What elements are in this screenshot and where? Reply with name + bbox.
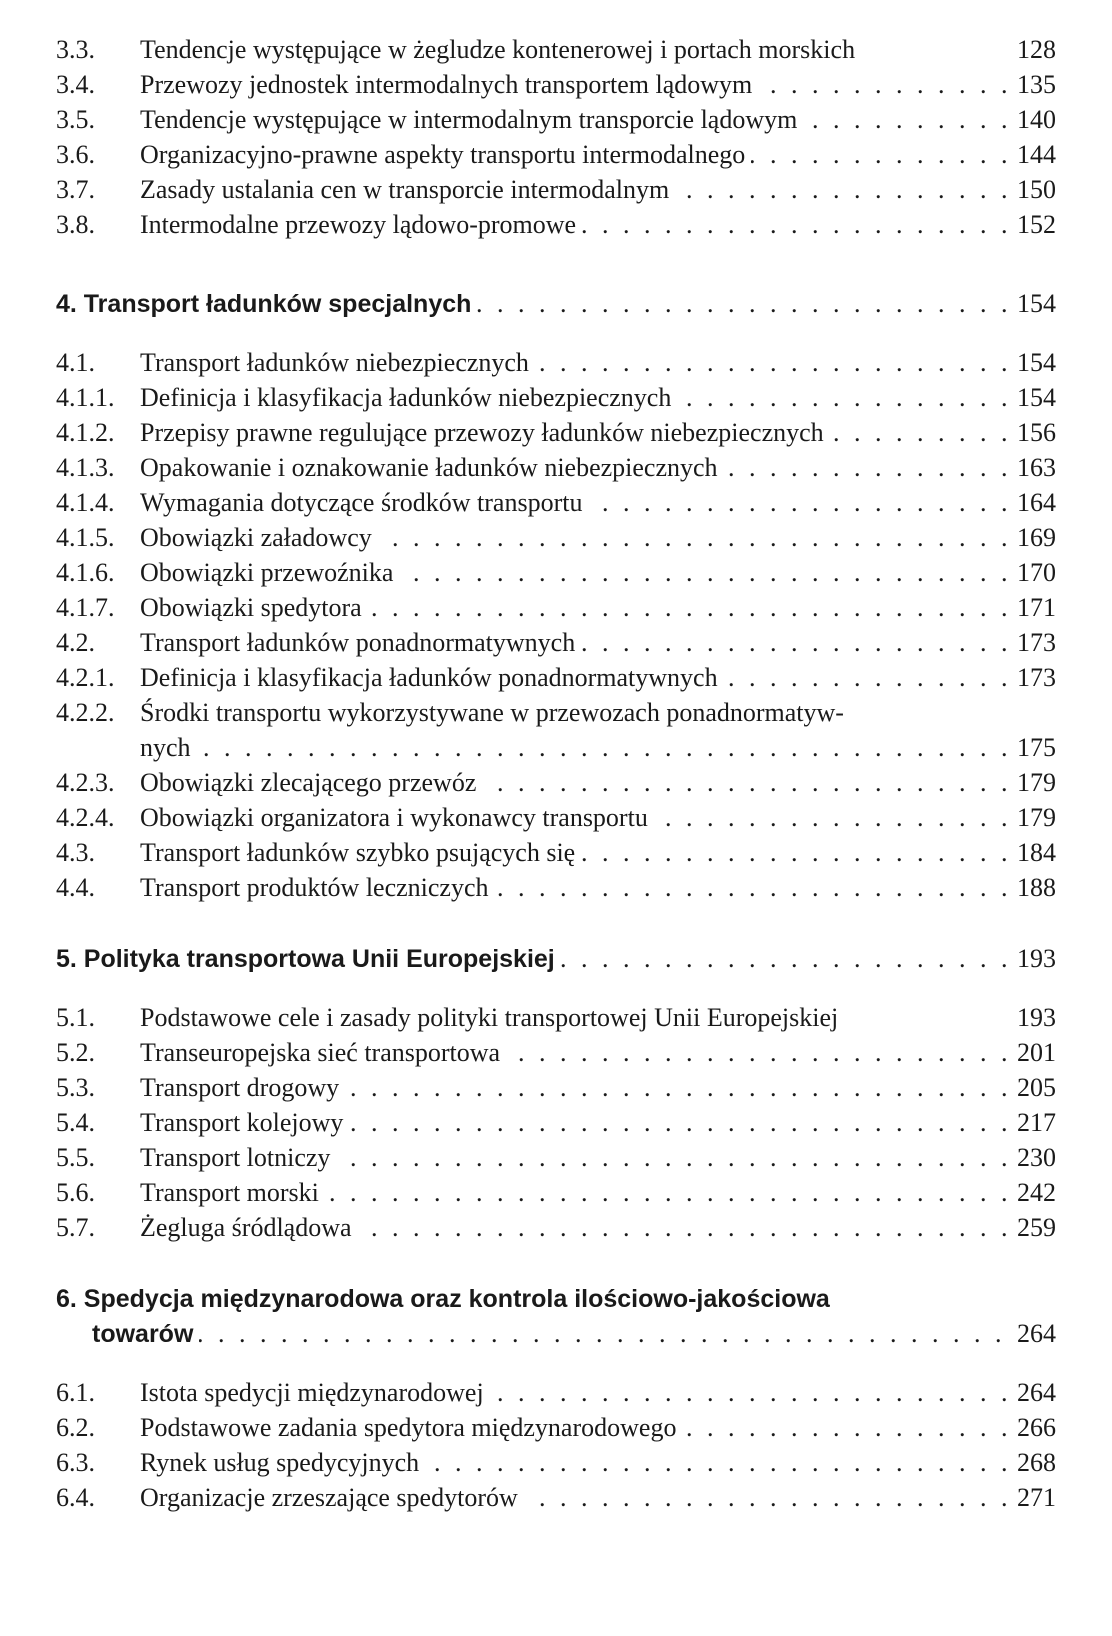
toc-entry xyxy=(0,1000,1112,1036)
toc-entry xyxy=(0,345,1112,381)
entry-number: 5.4. xyxy=(56,1108,95,1137)
entry-page: 163 xyxy=(1017,453,1056,482)
chapter-heading xyxy=(0,285,1112,323)
entry-number: 4.1.5. xyxy=(56,523,115,552)
entry-page: 154 xyxy=(1017,383,1056,412)
toc-entry xyxy=(0,870,1112,906)
entry-title: Organizacyjno-prawne aspekty transportu intermodalnego . . . xyxy=(140,137,1012,173)
entry-title: Transport produktów leczniczych . . . xyxy=(140,870,1012,906)
entry-page: 188 xyxy=(1017,873,1056,902)
entry-title: Obowiązki organizatora i wykonawcy transportu . . . xyxy=(140,800,1012,836)
entry-title-continuation: nych . . . xyxy=(140,730,1012,766)
toc-entry xyxy=(0,765,1112,801)
chapter-page: 264 xyxy=(1017,1319,1056,1348)
entry-page: 259 xyxy=(1017,1213,1056,1242)
entry-title: Definicja i klasyfikacja ładunków ponadnormatywnych . . . xyxy=(140,660,1012,696)
toc-entry xyxy=(0,415,1112,451)
entry-number: 3.4. xyxy=(56,70,95,99)
entry-page: 164 xyxy=(1017,488,1056,517)
toc-entry xyxy=(0,485,1112,521)
entry-title: Podstawowe cele i zasady polityki transportowej Unii Europejskiej xyxy=(140,1000,1012,1036)
entry-title: Żegluga śródlądowa . . . xyxy=(140,1210,1012,1246)
entry-number: 4.4. xyxy=(56,873,95,902)
entry-number: 5.6. xyxy=(56,1178,95,1207)
entry-title: Rynek usług spedycyjnych . . . xyxy=(140,1445,1012,1481)
entry-title: Przewozy jednostek intermodalnych transportem lądowym . . . xyxy=(140,67,1012,103)
toc-entry xyxy=(0,102,1112,138)
entry-number: 6.2. xyxy=(56,1413,95,1442)
toc-entry xyxy=(0,1410,1112,1446)
entry-page: 169 xyxy=(1017,523,1056,552)
entry-number: 5.5. xyxy=(56,1143,95,1172)
entry-title: Przepisy prawne regulujące przewozy ładunków niebezpiecznych . . . xyxy=(140,415,1012,451)
toc-entry xyxy=(0,1140,1112,1176)
entry-number: 4.3. xyxy=(56,838,95,867)
entry-title: Zasady ustalania cen w transporcie intermodalnym . . . xyxy=(140,172,1012,208)
toc-entry xyxy=(0,1105,1112,1141)
entry-title: Środki transportu wykorzystywane w przewozach ponadnormatyw- xyxy=(140,695,1012,731)
toc-entry xyxy=(0,1175,1112,1211)
entry-page: 128 xyxy=(1017,35,1056,64)
entry-page: 175 xyxy=(1017,733,1056,762)
chapter-heading xyxy=(0,940,1112,978)
chapter-title: 5. Polityka transportowa Unii Europejskiej . . . xyxy=(56,940,1012,978)
chapter-page: 154 xyxy=(1017,289,1056,318)
entry-page: 205 xyxy=(1017,1073,1056,1102)
entry-title: Transport morski . . . xyxy=(140,1175,1012,1211)
toc-entry xyxy=(0,380,1112,416)
entry-title: Transport ładunków niebezpiecznych . . . xyxy=(140,345,1012,381)
entry-number: 5.2. xyxy=(56,1038,95,1067)
entry-number: 3.5. xyxy=(56,105,95,134)
entry-number: 5.3. xyxy=(56,1073,95,1102)
entry-title: Istota spedycji międzynarodowej . . . xyxy=(140,1375,1012,1411)
entry-number: 6.3. xyxy=(56,1448,95,1477)
entry-title: Wymagania dotyczące środków transportu . . . xyxy=(140,485,1012,521)
entry-page: 242 xyxy=(1017,1178,1056,1207)
toc-entry xyxy=(0,625,1112,661)
entry-number: 4.1.3. xyxy=(56,453,115,482)
entry-page: 152 xyxy=(1017,210,1056,239)
entry-number: 4.2.1. xyxy=(56,663,115,692)
toc-entry xyxy=(0,835,1112,871)
entry-page: 154 xyxy=(1017,348,1056,377)
entry-page: 201 xyxy=(1017,1038,1056,1067)
toc-entry xyxy=(0,172,1112,208)
entry-number: 6.1. xyxy=(56,1378,95,1407)
entry-title: Transeuropejska sieć transportowa . . . xyxy=(140,1035,1012,1071)
entry-page: 193 xyxy=(1017,1003,1056,1032)
entry-page: 173 xyxy=(1017,663,1056,692)
entry-page: 171 xyxy=(1017,593,1056,622)
toc-entry xyxy=(0,520,1112,556)
entry-title: Intermodalne przewozy lądowo-promowe . . . xyxy=(140,207,1012,243)
entry-title: Transport ładunków szybko psujących się . . . xyxy=(140,835,1012,871)
toc-entry xyxy=(0,32,1112,68)
entry-title: Definicja i klasyfikacja ładunków niebezpiecznych . . . xyxy=(140,380,1012,416)
entry-number: 4.1.1. xyxy=(56,383,115,412)
entry-title: Obowiązki zlecającego przewóz . . . xyxy=(140,765,1012,801)
entry-title: Tendencje występujące w intermodalnym transporcie lądowym . . . xyxy=(140,102,1012,138)
entry-number: 4.1. xyxy=(56,348,95,377)
entry-page: 140 xyxy=(1017,105,1056,134)
toc-entry xyxy=(0,1035,1112,1071)
entry-number: 4.1.6. xyxy=(56,558,115,587)
chapter-page: 193 xyxy=(1017,944,1056,973)
entry-title: Obowiązki spedytora . . . xyxy=(140,590,1012,626)
entry-number: 4.2. xyxy=(56,628,95,657)
entry-page: 217 xyxy=(1017,1108,1056,1137)
entry-page: 264 xyxy=(1017,1378,1056,1407)
entry-page: 184 xyxy=(1017,838,1056,867)
chapter-heading-continuation xyxy=(0,1315,1112,1353)
entry-number: 4.2.3. xyxy=(56,768,115,797)
entry-page: 173 xyxy=(1017,628,1056,657)
toc-entry xyxy=(0,590,1112,626)
entry-number: 3.7. xyxy=(56,175,95,204)
entry-page: 156 xyxy=(1017,418,1056,447)
toc-entry xyxy=(0,67,1112,103)
entry-page: 179 xyxy=(1017,803,1056,832)
chapter-title: 4. Transport ładunków specjalnych . . . xyxy=(56,285,1012,323)
entry-number: 4.2.4. xyxy=(56,803,115,832)
entry-number: 4.1.4. xyxy=(56,488,115,517)
toc-entry xyxy=(0,1445,1112,1481)
entry-number: 6.4. xyxy=(56,1483,95,1512)
chapter-heading xyxy=(0,1280,1112,1318)
entry-number: 3.3. xyxy=(56,35,95,64)
entry-page: 144 xyxy=(1017,140,1056,169)
toc-entry xyxy=(0,1210,1112,1246)
entry-title: Tendencje występujące w żegludze kontenerowej i portach morskich xyxy=(140,32,1012,68)
toc-entry xyxy=(0,695,1112,731)
chapter-title: 6. Spedycja międzynarodowa oraz kontrola ilościowo-jakościowa xyxy=(56,1280,1012,1318)
toc-entry xyxy=(0,137,1112,173)
toc-entry-continuation xyxy=(0,730,1112,766)
toc-entry xyxy=(0,1480,1112,1516)
entry-page: 179 xyxy=(1017,768,1056,797)
entry-title: Transport ładunków ponadnormatywnych . . . xyxy=(140,625,1012,661)
entry-number: 5.7. xyxy=(56,1213,95,1242)
toc-entry xyxy=(0,1375,1112,1411)
chapter-title-continuation: towarów . . . xyxy=(92,1315,1012,1353)
entry-page: 271 xyxy=(1017,1483,1056,1512)
entry-page: 135 xyxy=(1017,70,1056,99)
entry-title: Transport lotniczy . . . xyxy=(140,1140,1012,1176)
entry-number: 5.1. xyxy=(56,1003,95,1032)
entry-number: 3.6. xyxy=(56,140,95,169)
entry-title: Organizacje zrzeszające spedytorów . . . xyxy=(140,1480,1012,1516)
entry-number: 3.8. xyxy=(56,210,95,239)
entry-page: 230 xyxy=(1017,1143,1056,1172)
toc-entry xyxy=(0,800,1112,836)
entry-page: 150 xyxy=(1017,175,1056,204)
toc-entry xyxy=(0,660,1112,696)
entry-title: Transport drogowy . . . xyxy=(140,1070,1012,1106)
toc-entry xyxy=(0,555,1112,591)
entry-page: 170 xyxy=(1017,558,1056,587)
entry-page: 268 xyxy=(1017,1448,1056,1477)
entry-title: Transport kolejowy . . . xyxy=(140,1105,1012,1141)
entry-number: 4.1.2. xyxy=(56,418,115,447)
toc-entry xyxy=(0,207,1112,243)
entry-title: Opakowanie i oznakowanie ładunków niebezpiecznych . . . xyxy=(140,450,1012,486)
entry-title: Podstawowe zadania spedytora międzynarodowego . . . xyxy=(140,1410,1012,1446)
entry-number: 4.1.7. xyxy=(56,593,115,622)
entry-page: 266 xyxy=(1017,1413,1056,1442)
entry-number: 4.2.2. xyxy=(56,698,115,727)
toc-entry xyxy=(0,1070,1112,1106)
toc-entry xyxy=(0,450,1112,486)
entry-title: Obowiązki załadowcy . . . xyxy=(140,520,1012,556)
entry-title: Obowiązki przewoźnika . . . xyxy=(140,555,1012,591)
